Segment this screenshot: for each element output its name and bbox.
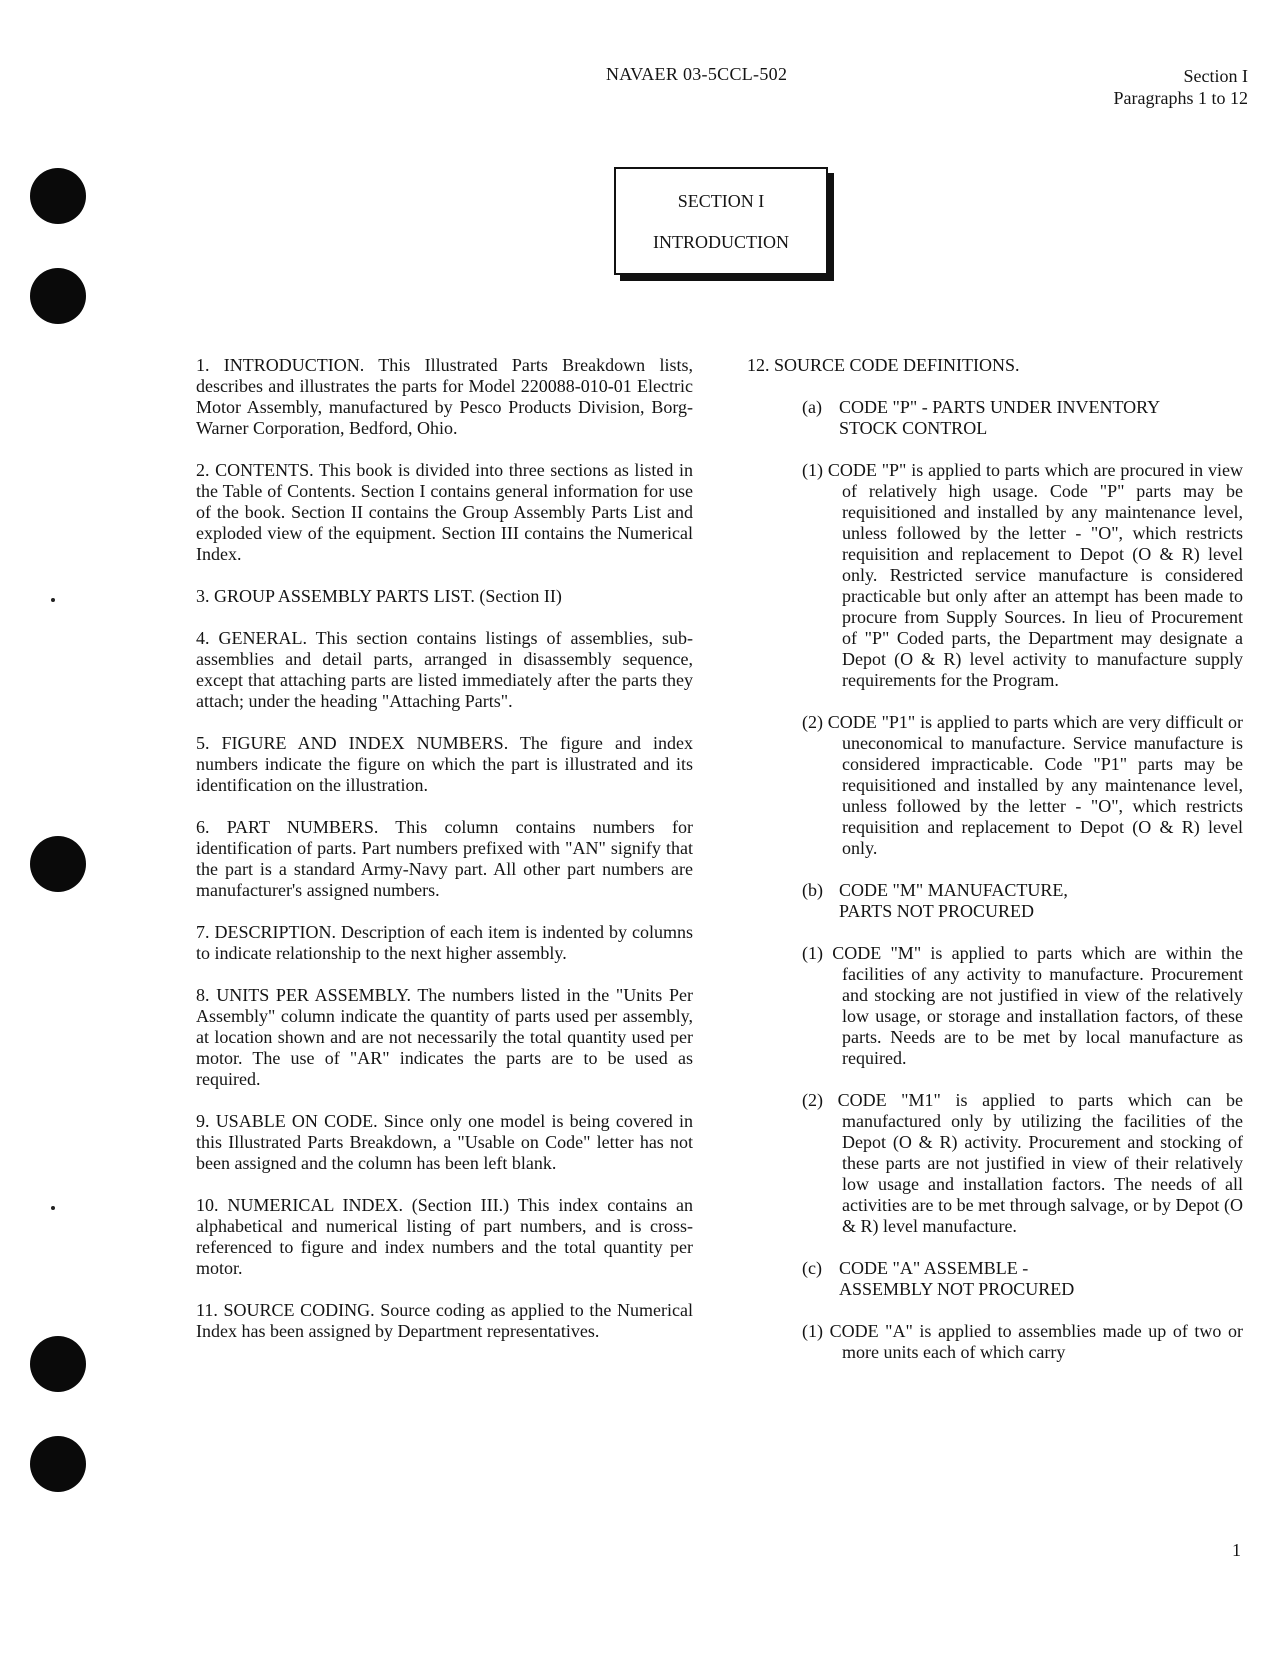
subheading (802, 397, 1243, 439)
paragraph: 5. FIGURE AND INDEX NUMBERS. The figure and index numbers indicate the figure on which the part is illustrated and its identification on the illustration. (196, 733, 693, 795)
left-column (196, 355, 693, 1363)
subheading-line: PARTS NOT PROCURED (839, 901, 1034, 921)
section-reference (1114, 65, 1248, 109)
section-label: Section I (1183, 66, 1248, 86)
margin-mark (51, 1206, 55, 1210)
subheading (802, 880, 1243, 922)
subheading-line: CODE "A" ASSEMBLE - (839, 1258, 1029, 1278)
section-title: INTRODUCTION (653, 232, 789, 252)
binder-hole (30, 836, 86, 892)
paragraph: 1. INTRODUCTION. This Illustrated Parts Breakdown lists, describes and illustrates the parts for Model 220088-010-01 Electric Motor Assembly, manufactured by Pesco Products Division, Borg-Warner Corporation, Bedford, Ohio. (196, 355, 693, 438)
paragraph: 8. UNITS PER ASSEMBLY. The numbers listed in the "Units Per Assembly" column indicate the quantity of parts used per assembly, at location shown and are not necessarily the total quantity used per motor. The use of "AR" indicates the parts are to be used as required. (196, 985, 693, 1089)
subheading-marker: (a) (802, 397, 822, 417)
subheading-line: CODE "P" - PARTS UNDER INVENTORY (839, 397, 1161, 417)
paragraph: 9. USABLE ON CODE. Since only one model is being covered in this Illustrated Parts Breakdown, a "Usable on Code" letter has not been assigned and the column has been left blank. (196, 1111, 693, 1173)
paragraph: 7. DESCRIPTION. Description of each item is indented by columns to indicate relationship to the next higher assembly. (196, 922, 693, 963)
subheading-line: STOCK CONTROL (839, 418, 988, 438)
subheading-line: CODE "M" MANUFACTURE, (839, 880, 1068, 900)
subheading-marker: (b) (802, 880, 823, 900)
paragraph: 4. GENERAL. This section contains listings of assemblies, sub-assemblies and detail parts, arranged in disassembly sequence, except that attaching parts are listed immediately after the parts they attach; under the heading "Attaching Parts". (196, 628, 693, 711)
paragraph: 10. NUMERICAL INDEX. (Section III.) This index contains an alphabetical and numerical listing of part numbers, and is cross-referenced to figure and index numbers and the total quantity per motor. (196, 1195, 693, 1278)
section-heading: 12. SOURCE CODE DEFINITIONS. (747, 355, 1020, 375)
subheading (802, 1258, 1243, 1300)
subheading-line: ASSEMBLY NOT PROCURED (839, 1279, 1075, 1299)
document-number: NAVAER 03-5CCL-502 (606, 64, 788, 84)
page-number: 1 (1232, 1540, 1241, 1560)
code-paragraph: (1) CODE "A" is applied to assemblies made up of two or more units each of which carry (802, 1321, 1243, 1362)
subheading-marker: (c) (802, 1258, 822, 1278)
paragraph: 11. SOURCE CODING. Source coding as applied to the Numerical Index has been assigned by Department representatives. (196, 1300, 693, 1341)
right-column (747, 355, 1243, 1384)
section-number: SECTION I (677, 191, 765, 211)
paragraph: 3. GROUP ASSEMBLY PARTS LIST. (Section II) (196, 586, 562, 606)
paragraph-range: Paragraphs 1 to 12 (1113, 88, 1248, 108)
code-paragraph: (1) CODE "P" is applied to parts which are procured in view of relatively high usage. Code "P" parts may be requisitioned and installed by any maintenance level, unless followed by the letter - "O", which restricts requisition and replacement to Depot (O & R) level only. Restricted service manufacture is considered practicable but only after an attempt has been made to procure from Supply Sources. In lieu of Procurement of "P" Coded parts, the Department may designate a Depot (O & R) level activity to manufacture supply requirements for the Program. (802, 460, 1243, 690)
binder-hole (30, 268, 86, 324)
margin-mark (51, 598, 55, 602)
code-paragraph: (2) CODE "M1" is applied to parts which can be manufactured only by utilizing the facilities of the Depot (O & R) activity. Procurement and stocking of these parts are not justified in view of their relatively low usage and installation factors. The needs of all activities are to be met through salvage, or by Depot (O & R) level manufacture. (802, 1090, 1243, 1236)
paragraph: 2. CONTENTS. This book is divided into three sections as listed in the Table of Contents. Section I contains general information for use of the book. Section II contains the Group Assembly Parts List and exploded view of the equipment. Section III contains the Numerical Index. (196, 460, 693, 564)
section-title-box (614, 167, 828, 275)
paragraph: 6. PART NUMBERS. This column contains numbers for identification of parts. Part numbers prefixed with "AN" signify that the part is a standard Army-Navy part. All other part numbers are manufacturer's assigned numbers. (196, 817, 693, 900)
code-paragraph: (2) CODE "P1" is applied to parts which are very difficult or uneconomical to manufacture. Service manufacture is considered impracticable. Code "P1" parts may be requisitioned and installed by any maintenance level, unless followed by the letter - "O", which restricts requisition and replacement to Depot (O & R) level only. (802, 712, 1243, 858)
binder-hole (30, 168, 86, 224)
binder-hole (30, 1336, 86, 1392)
code-paragraph: (1) CODE "M" is applied to parts which are within the facilities of any activity to manufacture. Procurement and stocking are not justified in view of the relatively low usage, or storage and installation factors, of these parts. Needs are to be met by local manufacture as required. (802, 943, 1243, 1068)
binder-hole (30, 1436, 86, 1492)
